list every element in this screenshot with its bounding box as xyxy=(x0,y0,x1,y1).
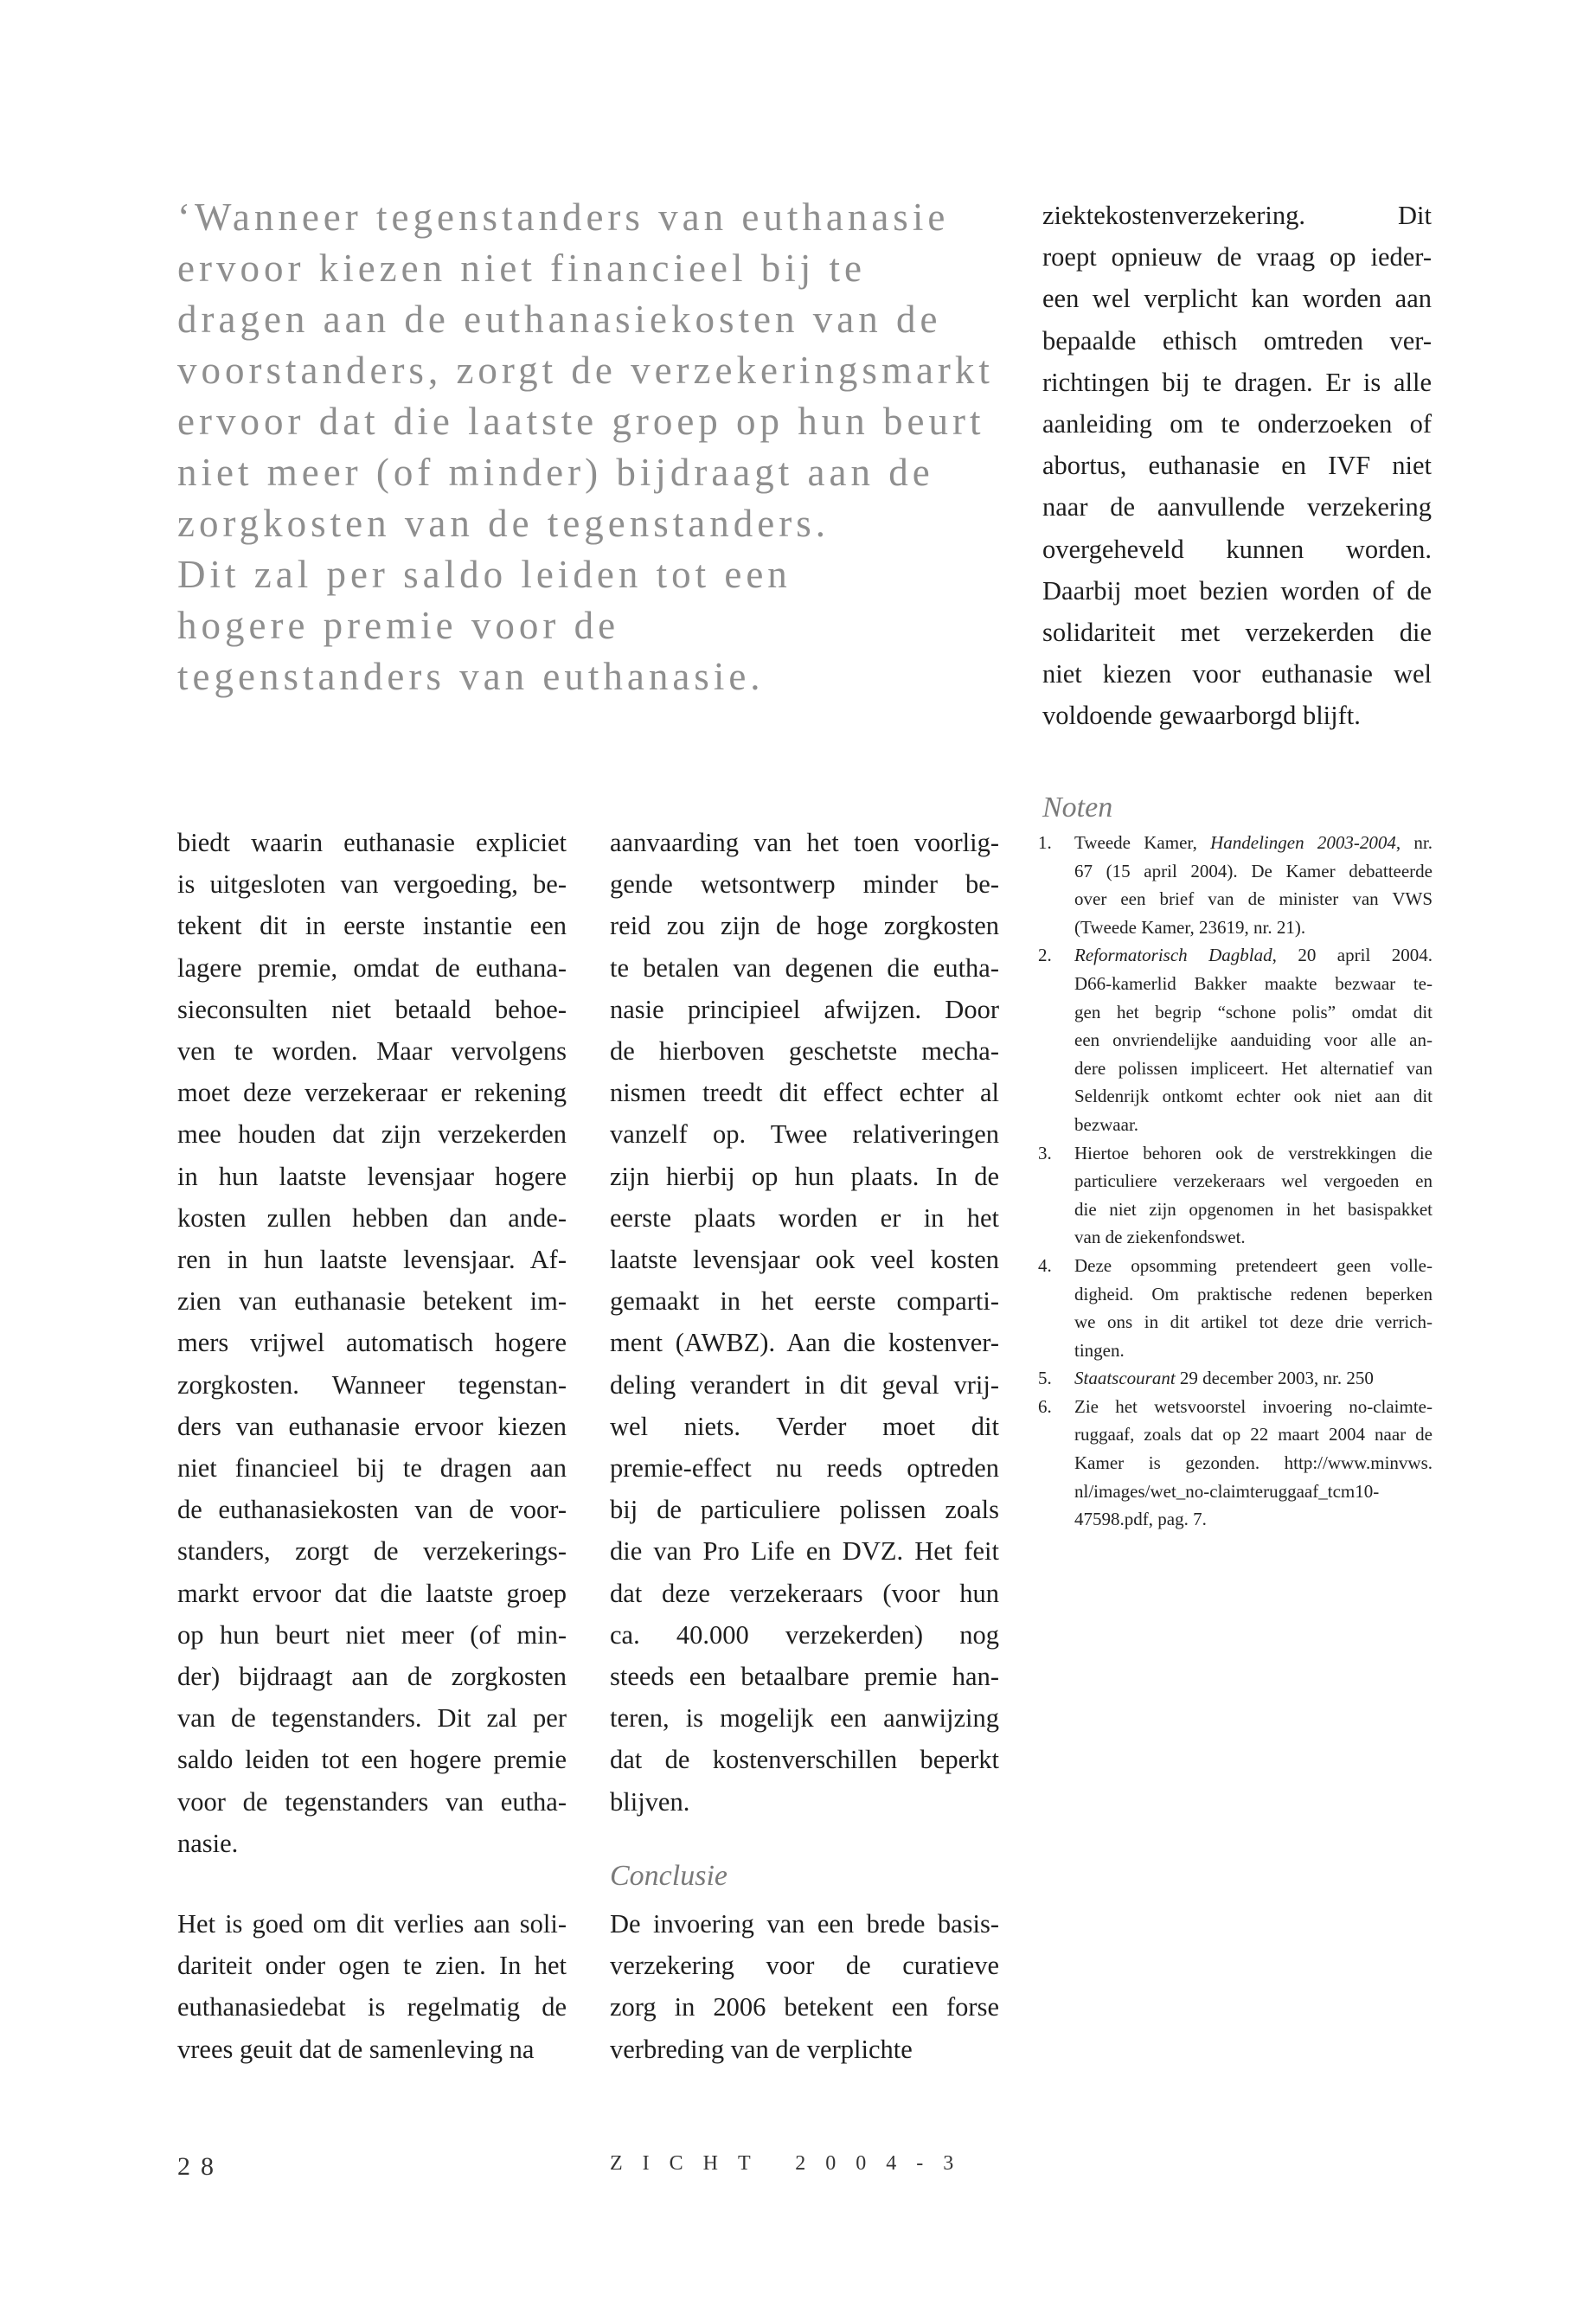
text-line: ders van euthanasie ervoor kiezen xyxy=(177,1411,567,1441)
notes-list xyxy=(1038,829,1433,1534)
text-line: blijven. xyxy=(610,1786,690,1817)
pull-quote-line: zorgkosten van de tegenstanders. xyxy=(177,502,830,545)
note-text: die niet zijn opgenomen in het basispakket xyxy=(1074,1198,1433,1220)
note-line xyxy=(1074,1420,1433,1449)
text-line: gende wetsontwerp minder be- xyxy=(610,869,999,900)
note-line xyxy=(1074,1082,1433,1111)
text-line: Het is goed om dit verlies aan soli- xyxy=(177,1909,567,1939)
note-item xyxy=(1038,1252,1433,1364)
pull-quote-line: voorstanders, zorgt de verzekeringsmarkt xyxy=(177,349,994,392)
note-line xyxy=(1074,1505,1433,1534)
text-line: eerste plaats worden er in het xyxy=(610,1202,999,1233)
text-line: De invoering van een brede basis- xyxy=(610,1909,999,1939)
note-number: 3. xyxy=(1038,1142,1052,1163)
note-line xyxy=(1074,998,1433,1027)
text-line: voor de tegenstanders van eutha- xyxy=(177,1786,567,1817)
text-line: saldo leiden tot een hogere premie xyxy=(177,1745,567,1775)
text-line: kosten zullen hebben dan ande- xyxy=(177,1202,567,1233)
text-line: de hierboven geschetste mecha- xyxy=(610,1036,999,1067)
middle-column-paragraph-2 xyxy=(610,1903,999,2070)
note-item xyxy=(1038,1364,1433,1393)
text-line: wel niets. Verder moet dit xyxy=(610,1411,999,1441)
text-line: dat de kostenverschillen beperkt xyxy=(610,1745,999,1775)
text-line: richtingen bij te dragen. Er is alle xyxy=(1042,367,1432,397)
note-line xyxy=(1074,1280,1433,1309)
text-line: niet financieel bij te dragen aan xyxy=(177,1453,567,1484)
note-line xyxy=(1074,885,1433,913)
note-text: 47598.pdf, pag. 7. xyxy=(1074,1509,1207,1530)
pull-quote-line: ervoor kiezen niet financieel bij te xyxy=(177,247,866,290)
text-line: abortus, euthanasie en IVF niet xyxy=(1042,451,1432,481)
text-line: lagere premie, omdat de euthana- xyxy=(177,952,567,983)
text-line: zorgkosten. Wanneer tegenstan- xyxy=(177,1369,567,1400)
text-line: een wel verplicht kan worden aan xyxy=(1042,284,1432,314)
pull-quote-line: ervoor dat die laatste groep op hun beurt xyxy=(177,400,985,443)
text-line: op hun beurt niet meer (of min- xyxy=(177,1619,567,1650)
note-text: Zie het wetsvoorstel invoering no-claimte- xyxy=(1074,1395,1433,1417)
text-line: de euthanasiekosten van de voor- xyxy=(177,1495,567,1525)
note-number: 4. xyxy=(1038,1254,1052,1276)
note-item xyxy=(1038,829,1433,941)
text-line: naar de aanvullende verzekering xyxy=(1042,492,1432,522)
text-line: zien van euthanasie betekent im- xyxy=(177,1286,567,1317)
text-line: te betalen van degenen die eutha- xyxy=(610,952,999,983)
pull-quote-line: hogere premie voor de xyxy=(177,604,620,647)
note-text: nl/images/wet_no-claimteruggaaf_tcm10- xyxy=(1074,1480,1380,1502)
note-line xyxy=(1074,1167,1433,1195)
note-citation-title: Reformatorisch Dagblad xyxy=(1074,945,1272,966)
note-line xyxy=(1074,1364,1433,1393)
text-line: dat deze verzekeraars (voor hun xyxy=(610,1578,999,1608)
text-line: nasie. xyxy=(177,1828,239,1858)
text-line: biedt waarin euthanasie expliciet xyxy=(177,828,567,857)
note-text: Hiertoe behoren ook de verstrekkingen die xyxy=(1074,1142,1433,1163)
pull-quote-line: tegenstanders van euthanasie. xyxy=(177,655,765,698)
text-line: overgeheveld kunnen worden. xyxy=(1042,534,1432,564)
note-item xyxy=(1038,1139,1433,1252)
text-line: mee houden dat zijn verzekerden xyxy=(177,1119,567,1150)
text-line: is uitgesloten van vergoeding, be- xyxy=(177,869,567,900)
left-column-paragraph-2 xyxy=(177,1903,567,2070)
note-text: 67 (15 april 2004). De Kamer debatteerde xyxy=(1074,860,1433,881)
text-line: vrees geuit dat de samenleving na xyxy=(177,2034,535,2064)
note-text: particuliere verzekeraars wel vergoeden en xyxy=(1074,1170,1433,1192)
note-text: Kamer is gezonden. http://www.minvws. xyxy=(1074,1452,1433,1474)
text-line: nasie principieel afwijzen. Door xyxy=(610,994,999,1024)
note-text: we ons in dit artikel tot deze drie verrich- xyxy=(1074,1311,1433,1333)
note-line xyxy=(1074,1195,1433,1224)
text-line: reid zou zijn de hoge zorgkosten xyxy=(610,911,999,941)
right-column-text xyxy=(1042,195,1432,737)
conclusie-heading: Conclusie xyxy=(610,1860,727,1892)
note-line xyxy=(1074,970,1433,998)
note-text: D66-kamerlid Bakker maakte bezwaar te- xyxy=(1074,972,1433,994)
text-line: bepaalde ethisch omtreden ver- xyxy=(1042,325,1432,356)
middle-column-paragraph-1 xyxy=(610,822,999,1823)
text-line: verzekering voor de curatieve xyxy=(610,1951,999,1981)
text-line: aanvaarding van het toen voorlig- xyxy=(610,828,999,857)
note-text: , nr. xyxy=(1395,832,1433,853)
text-line: standers, zorgt de verzekerings- xyxy=(177,1536,567,1567)
note-text: over een brief van de minister van VWS xyxy=(1074,888,1433,910)
note-line xyxy=(1074,1449,1433,1477)
text-line: Daarbij moet bezien worden of de xyxy=(1042,575,1432,606)
note-line xyxy=(1074,1252,1433,1280)
note-number: 6. xyxy=(1038,1395,1052,1417)
note-number: 1. xyxy=(1038,832,1052,853)
text-line: gemaakt in het eerste comparti- xyxy=(610,1286,999,1317)
note-item xyxy=(1038,1393,1433,1534)
text-line: der) bijdraagt aan de zorgkosten xyxy=(177,1662,567,1692)
note-citation-title: Handelingen 2003-2004 xyxy=(1210,832,1396,853)
text-line: aanleiding om te onderzoeken of xyxy=(1042,409,1432,439)
note-line xyxy=(1074,829,1433,857)
text-line: ven te worden. Maar vervolgens xyxy=(177,1036,567,1067)
note-text: dere polissen impliceert. Het alternatief van xyxy=(1074,1057,1433,1079)
text-line: zorg in 2006 betekent een forse xyxy=(610,1992,999,2022)
text-line: voldoende gewaarborgd blijft. xyxy=(1042,701,1361,731)
note-citation-title: Staatscourant xyxy=(1074,1368,1176,1389)
left-column-paragraph-1 xyxy=(177,822,567,1864)
text-line: markt ervoor dat die laatste groep xyxy=(177,1578,567,1608)
note-text: een onvriendelijke aanduiding voor alle an- xyxy=(1074,1029,1433,1051)
text-line: deling verandert in dit geval vrij- xyxy=(610,1369,999,1400)
text-line: roept opnieuw de vraag op ieder- xyxy=(1042,242,1432,272)
text-line: sieconsulten niet betaald behoe- xyxy=(177,994,567,1024)
note-number: 2. xyxy=(1038,945,1052,966)
note-line xyxy=(1074,857,1433,886)
text-line: euthanasiedebat is regelmatig de xyxy=(177,1992,567,2022)
text-line: niet kiezen voor euthanasie wel xyxy=(1042,659,1432,689)
text-line: van de tegenstanders. Dit zal per xyxy=(177,1703,567,1734)
text-line: tekent dit in eerste instantie een xyxy=(177,911,567,941)
text-line: verbreding van de verplichte xyxy=(610,2034,913,2064)
journal-title: ZICHT 2004-3 xyxy=(610,2152,974,2175)
text-line: steeds een betaalbare premie han- xyxy=(610,1662,999,1692)
text-line: ment (AWBZ). Aan die kostenver- xyxy=(610,1328,999,1358)
note-line xyxy=(1074,1477,1433,1506)
note-text: Tweede Kamer, xyxy=(1074,832,1211,853)
text-line: die van Pro Life en DVZ. Het feit xyxy=(610,1536,999,1567)
note-number: 5. xyxy=(1038,1368,1052,1389)
text-line: zijn hierbij op hun plaats. In de xyxy=(610,1161,999,1191)
note-text: Deze opsomming pretendeert geen volle- xyxy=(1074,1254,1433,1276)
text-line: ren in hun laatste levensjaar. Af- xyxy=(177,1245,567,1275)
pull-quote-line: dragen aan de euthanasiekosten van de xyxy=(177,298,942,341)
note-text: tingen. xyxy=(1074,1339,1125,1361)
note-line xyxy=(1074,1139,1433,1168)
note-text: digheid. Om praktische redenen beperken xyxy=(1074,1283,1433,1304)
text-line: solidariteit met verzekerden die xyxy=(1042,618,1432,648)
text-line: premie-effect nu reeds optreden xyxy=(610,1453,999,1484)
pull-quote-line: Dit zal per saldo leiden tot een xyxy=(177,553,792,596)
note-line xyxy=(1074,1393,1433,1421)
note-text: , 20 april 2004. xyxy=(1272,945,1433,966)
note-text: 29 december 2003, nr. 250 xyxy=(1175,1368,1374,1389)
text-line: ca. 40.000 verzekerden) nog xyxy=(610,1619,999,1650)
pull-quote-line: ‘Wanneer tegenstanders van euthanasie xyxy=(177,195,950,239)
text-line: moet deze verzekeraar er rekening xyxy=(177,1078,567,1108)
text-line: laatste levensjaar ook veel kosten xyxy=(610,1245,999,1275)
note-line xyxy=(1074,913,1433,942)
note-text: Seldenrijk ontkomt echter ook niet aan dit xyxy=(1074,1086,1433,1107)
note-line xyxy=(1074,941,1433,970)
note-text: (Tweede Kamer, 23619, nr. 21). xyxy=(1074,916,1306,938)
pull-quote-line: niet meer (of minder) bijdraagt aan de xyxy=(177,451,934,494)
text-line: teren, is mogelijk een aanwijzing xyxy=(610,1703,999,1734)
note-item xyxy=(1038,941,1433,1138)
text-line: mers vrijwel automatisch hogere xyxy=(177,1328,567,1358)
noten-heading: Noten xyxy=(1042,792,1113,824)
note-line xyxy=(1074,1054,1433,1083)
note-line xyxy=(1074,1026,1433,1054)
note-text: bezwaar. xyxy=(1074,1113,1139,1135)
note-line xyxy=(1074,1308,1433,1336)
note-line xyxy=(1074,1223,1433,1252)
note-text: van de ziekenfondswet. xyxy=(1074,1227,1246,1248)
text-line: bij de particuliere polissen zoals xyxy=(610,1495,999,1525)
page-number: 28 xyxy=(177,2152,224,2181)
note-text: gen het begrip “schone polis” omdat dit xyxy=(1074,1001,1433,1022)
text-line: dariteit onder ogen te zien. In het xyxy=(177,1951,567,1981)
text-line: in hun laatste levensjaar hogere xyxy=(177,1161,567,1191)
text-line: nismen treedt dit effect echter al xyxy=(610,1078,999,1108)
note-line xyxy=(1074,1111,1433,1139)
note-line xyxy=(1074,1336,1433,1365)
text-line: ziektekostenverzekering. Dit xyxy=(1042,201,1432,230)
pull-quote xyxy=(177,192,999,702)
note-text: ruggaaf, zoals dat op 22 maart 2004 naar de xyxy=(1074,1424,1433,1445)
text-line: vanzelf op. Twee relativeringen xyxy=(610,1119,999,1150)
